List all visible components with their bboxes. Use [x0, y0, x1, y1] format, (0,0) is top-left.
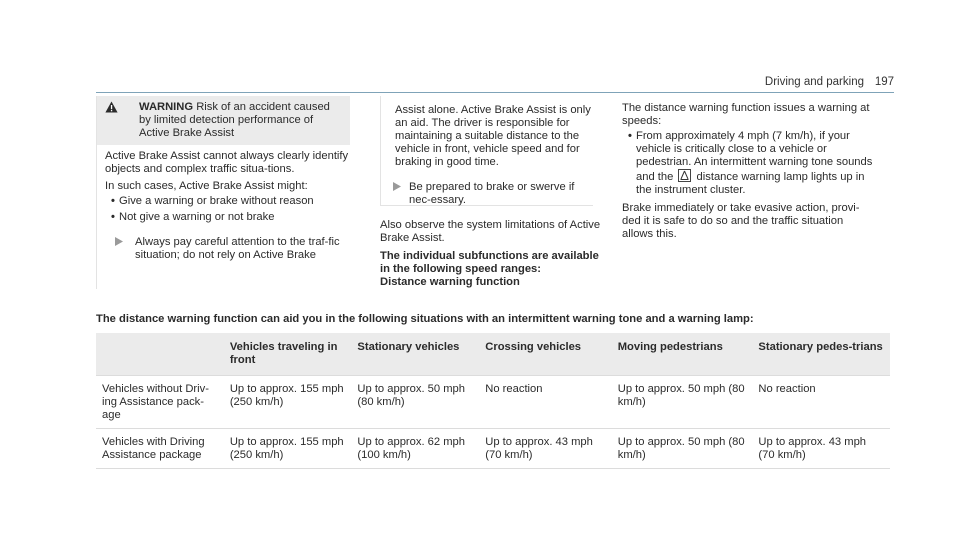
header-rule [96, 92, 894, 93]
warning-bullet-2: • Not give a warning or not brake [105, 211, 350, 224]
arrow-right-icon [115, 237, 123, 246]
warning-tip-2 [393, 181, 593, 207]
table-cell: Up to approx. 50 mph (80 km/h) [612, 376, 753, 429]
observe-text: Also observe the system limitations of Active Brake Assist. [380, 219, 601, 244]
warning-box [96, 96, 350, 289]
speed-bullet [622, 130, 877, 197]
table-header-cell: Moving pedestrians [612, 333, 753, 376]
table-cell: No reaction [479, 376, 611, 429]
warning-might-intro: In such cases, Active Brake Assist might: [105, 180, 308, 192]
column-2-text [380, 219, 605, 289]
warning-header [97, 96, 350, 145]
speed-bullet-text-2: distance warning lamp lights up in the instrument cluster. [636, 171, 865, 196]
warning-title [139, 101, 342, 140]
speed-intro: The distance warning function issues a warning at speeds: [622, 102, 870, 127]
warning-tip-1 [105, 236, 350, 262]
table-cell: Up to approx. 62 mph (100 km/h) [351, 429, 479, 469]
table-header-cell: Stationary vehicles [351, 333, 479, 376]
table-cell: Up to approx. 155 mph (250 km/h) [224, 376, 352, 429]
distance-warning-heading: Distance warning function [380, 276, 520, 288]
speed-bullet-text-1: From approximately 4 mph (7 km/h), if your vehicle is critically close to a vehicle or pedestrian. An intermittent warning tone sounds and the [636, 130, 873, 183]
table-header-cell: Stationary pedes-trians [752, 333, 890, 376]
distance-warning-lamp-icon [678, 169, 691, 182]
subfunctions-heading: The individual subfunctions are available in the following speed ranges: [380, 250, 599, 275]
column-3-text [622, 102, 877, 246]
table-cell: Up to approx. 43 mph (70 km/h) [479, 429, 611, 469]
table-cell: No reaction [752, 376, 890, 429]
warning-label: WARNING [139, 101, 194, 113]
table-row [96, 376, 890, 429]
table-header-row [96, 333, 890, 376]
table-cell: Up to approx. 155 mph (250 km/h) [224, 429, 352, 469]
section-title: Driving and parking [764, 76, 864, 88]
warning-tip-2-text: Be prepared to brake or swerve if nec-essary. [409, 181, 575, 206]
brake-text: Brake immediately or take evasive action, provi-ded it is safe to do so and the traffic situation allows this. [622, 202, 860, 240]
table-caption: The distance warning function can aid you in the following situations with an intermittent warning tone and a warning lamp: [96, 313, 754, 325]
warning-tip-1-continued: Assist alone. Active Brake Assist is only an aid. The driver is responsible for maintaining a suitable distance to the vehicle in front, vehicle speed and for braking in good time. [395, 104, 591, 168]
table-row [96, 429, 890, 469]
page-number: 197 [874, 76, 894, 88]
table-header-cell: Vehicles traveling in front [224, 333, 352, 376]
table-cell: Up to approx. 50 mph (80 km/h) [612, 429, 753, 469]
table-header-cell: Crossing vehicles [479, 333, 611, 376]
table-cell: Up to approx. 50 mph (80 km/h) [351, 376, 479, 429]
warning-body [97, 145, 350, 262]
warning-continuation-box [380, 96, 593, 206]
table-header-cell [96, 333, 224, 376]
warning-title-text: Risk of an accident caused by limited detection performance of Active Brake Assist [139, 101, 330, 139]
distance-warning-table [96, 333, 890, 469]
warning-bullet-1: • Give a warning or brake without reason [105, 195, 350, 208]
warning-tip-1-text: Always pay careful attention to the traf-fic situation; do not rely on Active Brake [135, 236, 340, 261]
warning-triangle-icon [105, 101, 118, 113]
table-cell: Vehicles with Driving Assistance package [96, 429, 224, 469]
warning-intro: Active Brake Assist cannot always clearly identify objects and complex traffic situa-tions. [105, 150, 349, 175]
arrow-right-icon [393, 182, 401, 191]
table-cell: Vehicles without Driv-ing Assistance pack-age [96, 376, 224, 429]
table-cell: Up to approx. 43 mph (70 km/h) [752, 429, 890, 469]
